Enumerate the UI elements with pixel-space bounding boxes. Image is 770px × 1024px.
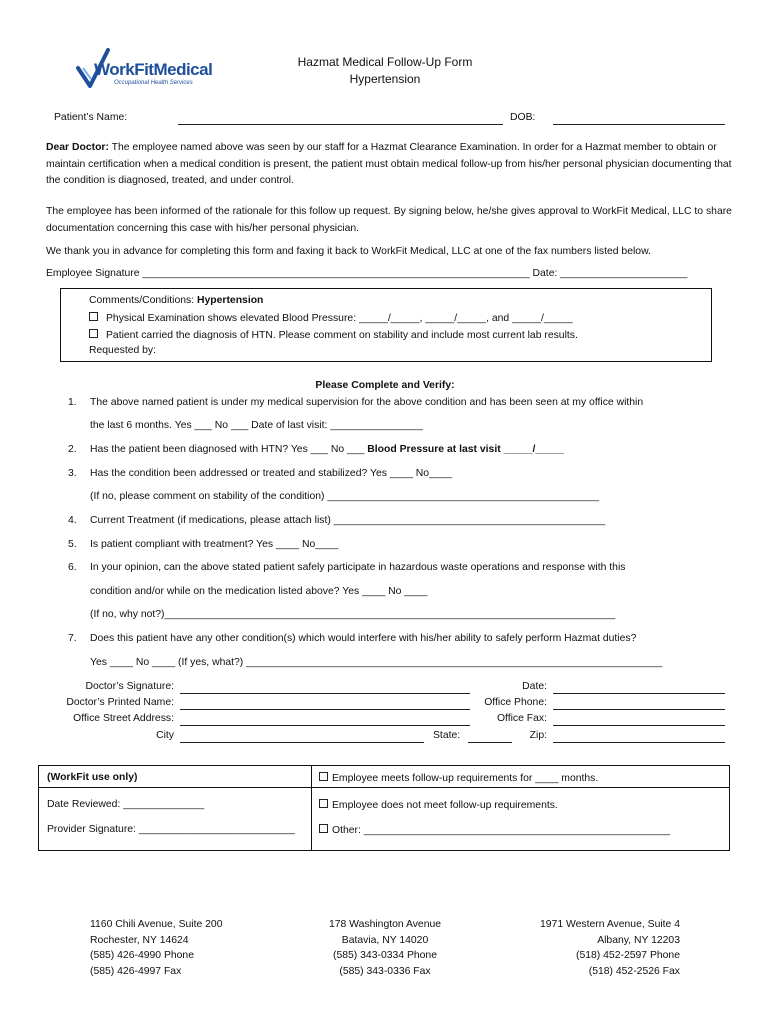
date-field[interactable] [553, 693, 725, 694]
address-line: Albany, NY 12203 [597, 934, 680, 946]
q7-line-1: Does this patient have any other condition(s) which would interfere with his/her ability to safely perform Hazmat duties? [90, 633, 637, 644]
doctor-printed-name-label: Doctor’s Printed Name: [66, 697, 174, 708]
doctor-signature-field[interactable] [180, 693, 470, 694]
condition-item-2-text: Patient carried the diagnosis of HTN. Please comment on stability and include most current lab results. [106, 330, 578, 341]
office-option-1-text: Employee meets follow-up requirements for ____ months. [332, 773, 599, 784]
q7-number: 7. [68, 633, 77, 644]
q5-number: 5. [68, 539, 77, 550]
city-label: City [156, 730, 174, 741]
requested-by: Requested by: [89, 345, 157, 356]
address-phone: (518) 452-2597 Phone [576, 950, 680, 961]
zip-field[interactable] [553, 742, 725, 743]
address-fax: (518) 452-2526 Fax [588, 965, 680, 977]
date-label: Date: [522, 681, 547, 692]
address-line: Rochester, NY 14624 [90, 934, 189, 946]
office-use-heading: (WorkFit use only) [47, 772, 138, 783]
office-option-3[interactable] [319, 824, 670, 836]
intro-paragraph-1 [46, 140, 736, 190]
q1-number: 1. [68, 397, 77, 408]
q6-line-2[interactable]: condition and/or while on the medication listed above? Yes ____ No ____ [90, 586, 428, 597]
verify-heading: Please Complete and Verify: [315, 380, 455, 391]
conditions-box [60, 288, 712, 362]
checkbox-icon[interactable] [89, 312, 98, 321]
conditions-label-row [89, 295, 263, 306]
form-title: Hazmat Medical Follow-Up Form [297, 55, 473, 69]
office-fax-label: Office Fax: [496, 713, 547, 724]
condition-item-1[interactable] [89, 312, 573, 324]
q7-line-2[interactable]: Yes ____ No ____ (If yes, what?) ________________________________________________________________________ [90, 657, 663, 668]
address-fax: (585) 426-4997 Fax [90, 965, 182, 977]
form-subtitle: Hypertension [349, 72, 421, 86]
office-option-1[interactable] [319, 772, 598, 784]
q4-text[interactable]: Current Treatment (if medications, please attach list) _______________________________________________ [90, 515, 606, 526]
date-reviewed-field[interactable]: Date Reviewed: ______________ [47, 799, 205, 810]
q2-bp-field[interactable]: Blood Pressure at last visit _____/_____ [367, 444, 565, 455]
address-phone: (585) 426-4990 Phone [90, 950, 194, 961]
doctor-signature-label: Doctor’s Signature: [85, 681, 174, 692]
q4-number: 4. [68, 515, 77, 526]
workfit-logo [74, 46, 234, 96]
office-street-label: Office Street Address: [73, 713, 174, 724]
q5-text[interactable]: Is patient compliant with treatment? Yes ____ No____ [90, 539, 339, 550]
address-fax: (585) 343-0336 Fax [339, 965, 431, 977]
address-batavia [300, 917, 470, 979]
logo-text: WorkFitMedical [94, 60, 213, 79]
address-phone: (585) 343-0334 Phone [333, 950, 437, 961]
salutation: Dear Doctor: [46, 142, 109, 153]
patient-name-label: Patient’s Name: [54, 112, 128, 123]
q2-number: 2. [68, 444, 77, 455]
office-street-field[interactable] [180, 725, 470, 726]
office-fax-field[interactable] [553, 725, 725, 726]
office-use-row-divider [39, 787, 729, 788]
state-label: State: [433, 730, 461, 741]
q3-line-2[interactable]: (If no, please comment on stability of the condition) _______________________________________________ [90, 491, 599, 502]
condition-item-2[interactable] [89, 329, 578, 341]
office-phone-field[interactable] [553, 709, 725, 710]
conditions-label: Comments/Conditions: [89, 295, 195, 306]
provider-signature-field[interactable]: Provider Signature: ___________________________ [47, 824, 295, 835]
checkbox-icon[interactable] [89, 329, 98, 338]
address-line: Batavia, NY 14020 [341, 934, 429, 946]
condition-item-1-text: Physical Examination shows elevated Blood Pressure: _____/_____, _____/_____, and _____/_____ [106, 313, 573, 324]
q2-row[interactable] [90, 444, 564, 455]
intro-paragraph-2: The employee has been informed of the rationale for this follow up request. By signing below, he/she gives approval to WorkFit Medical, LLC to share documentation concerning this case with his/her personal physician. [46, 206, 732, 234]
checkbox-icon[interactable] [319, 772, 328, 781]
address-line: 178 Washington Avenue [328, 919, 442, 930]
q3-line-1[interactable]: Has the condition been addressed or treated and stabilized? Yes ____ No____ [90, 468, 453, 479]
office-phone-label: Office Phone: [484, 697, 547, 708]
q3-number: 3. [68, 468, 77, 479]
condition-name: Hypertension [197, 295, 264, 306]
q2-text: Has the patient been diagnosed with HTN? Yes ___ No ___ [90, 444, 368, 455]
checkbox-icon[interactable] [319, 824, 328, 833]
q1-line-1: The above named patient is under my medical supervision for the above condition and has been seen at my office within [90, 397, 644, 408]
address-albany [500, 917, 680, 979]
patient-name-field[interactable] [178, 124, 503, 125]
q6-line-1: In your opinion, can the above stated patient safely participate in hazardous waste operations and response with this [90, 562, 626, 573]
city-field[interactable] [180, 742, 424, 743]
address-rochester [90, 917, 222, 979]
state-field[interactable] [468, 742, 512, 743]
dob-field[interactable] [553, 124, 725, 125]
office-use-box [38, 765, 730, 851]
address-line: 1160 Chili Avenue, Suite 200 [90, 919, 223, 930]
intro-paragraph-3: We thank you in advance for completing this form and faxing it back to WorkFit Medical, LLC at one of the fax numbers listed below. [46, 246, 651, 257]
dob-label: DOB: [510, 112, 536, 123]
logo-tagline: Occupational Health Services [114, 80, 193, 86]
zip-label: Zip: [529, 730, 547, 741]
q6-line-3[interactable]: (If no, why not?)______________________________________________________________________________ [90, 609, 616, 620]
office-option-2-text: Employee does not meet follow-up requirements. [332, 800, 558, 811]
employee-signature-line[interactable]: Employee Signature ___________________________________________________________________ Date: ______________________ [46, 268, 688, 279]
doctor-printed-name-field[interactable] [180, 709, 470, 710]
checkbox-icon[interactable] [319, 799, 328, 808]
address-line: 1971 Western Avenue, Suite 4 [540, 919, 680, 930]
intro-text-1: The employee named above was seen by our staff for a Hazmat Clearance Examination. In order for a Hazmat member to obtain or maintain certification when a medical condition is present, the patient must obtain medical follow-up from his/her personal physician documenting that the condition is diagnosed, treated, and under control. [46, 142, 732, 186]
q6-number: 6. [68, 562, 77, 573]
q1-line-2[interactable]: the last 6 months. Yes ___ No ___ Date of last visit: ________________ [90, 420, 423, 431]
office-option-3-text: Other: _____________________________________________________ [332, 825, 671, 836]
office-option-2[interactable] [319, 799, 558, 811]
